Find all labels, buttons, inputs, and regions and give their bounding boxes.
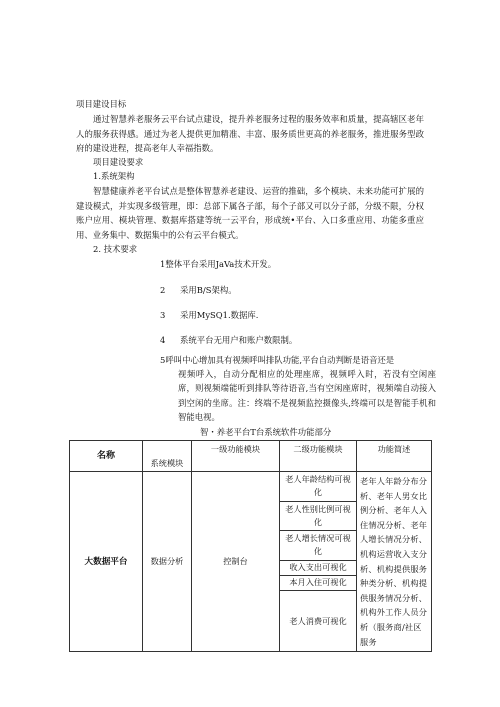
level2-item: 收入支出可视化 xyxy=(280,560,357,575)
header-summary: 功能简述 xyxy=(357,441,432,472)
requirement-number: 3 xyxy=(160,310,166,320)
requirement-item-3 xyxy=(160,309,258,321)
level2-item: 老人消费可视化 xyxy=(280,591,357,652)
header-module: 系统模块 xyxy=(143,441,192,472)
requirement-item-5-body: 视频呼入，自动分配相应的处理座席，视频呼入时，若没有空闲座席，则视频端能听到排队等待语音,当有空闲座席时，视频端自动接入到空闲的坐席。注：终端不是视频监控摄像头,终端可以是智能手机和智能电视。 xyxy=(178,369,436,422)
table-caption: 智・养老平台T台系统软件功能部分 xyxy=(200,427,332,437)
level2-item: 老人年龄结构可视化 xyxy=(280,472,357,502)
row-module: 数据分析 xyxy=(143,472,192,652)
table-row xyxy=(70,472,432,502)
row-level1: 控制台 xyxy=(192,472,280,652)
level2-item: 本月入住可视化 xyxy=(280,575,357,590)
row-name: 大数据平台 xyxy=(70,472,143,652)
requirement-item-4 xyxy=(160,334,297,346)
section1-heading: 1.系统架构 xyxy=(93,171,135,181)
table-header-row xyxy=(70,441,432,472)
function-table xyxy=(69,440,432,652)
requirement-number: 2 xyxy=(160,285,166,295)
header-name: 名称 xyxy=(70,441,143,472)
header-level1: 一级功能模块 xyxy=(192,441,280,472)
section2-heading: 2. 技术要求 xyxy=(93,244,138,254)
goal-paragraph: 通过智慧养老服务云平台试点建设，提升养老服务过程的服务效率和质量，提高辖区老年人的服务获得感。通过为老人提供更加精准、丰富、服务质世更高的养老服务，推进服务型政府的建设进程，提高老年人幸福指数。 xyxy=(76,114,424,153)
requirement-text: 整体平台采用JaVa技术开发。 xyxy=(165,259,277,269)
requirement-item-1 xyxy=(160,258,276,270)
requirement-number: 1 xyxy=(160,259,166,269)
header-level2: 二级功能模块 xyxy=(280,441,357,472)
goal-heading: 项目建设目标 xyxy=(76,99,127,109)
section1-paragraph: 智慧健康养老平台试点是整体智慧养老建设、运营的推础，多个模块、未来功能可扩展的建设模式，并实现多级管理，即：总部下属各子部，每个子部又可以分子部，分级不限，分权账户应用、模块管理、数据库搭建等统一云平台，形成统•平台、入口多重应用、功能多重应用、业务集中、数据集中的公有云平台模式。 xyxy=(76,186,424,240)
row-summary: 老年人年龄分布分析、老年人男女比例分析、老年人入住情况分析、老年人增长情况分析、机构运营收入支分析、机构提供服务种类分析、机构提供服务情况分析、机构外工作人员分析（服务商/社区服务 xyxy=(357,472,432,652)
level2-item: 老人增长情况可视化 xyxy=(280,531,357,561)
level2-item: 老人性别比例可视化 xyxy=(280,501,357,531)
requirement-item-5-first-line: 5呼叫中心增加具有视频呼叫排队功能,平台自动判断是语音还是 xyxy=(160,355,395,365)
requirement-number: 4 xyxy=(160,335,166,345)
requirement-text: 采用MySQ1.数据库. xyxy=(180,310,259,320)
requirement-item-2 xyxy=(160,284,237,296)
requirement-text: 系统平台无用户和账户数限制。 xyxy=(180,335,298,345)
requirements-heading: 项目建设要求 xyxy=(93,157,144,167)
requirement-text: 采用B/S架构。 xyxy=(180,285,237,295)
